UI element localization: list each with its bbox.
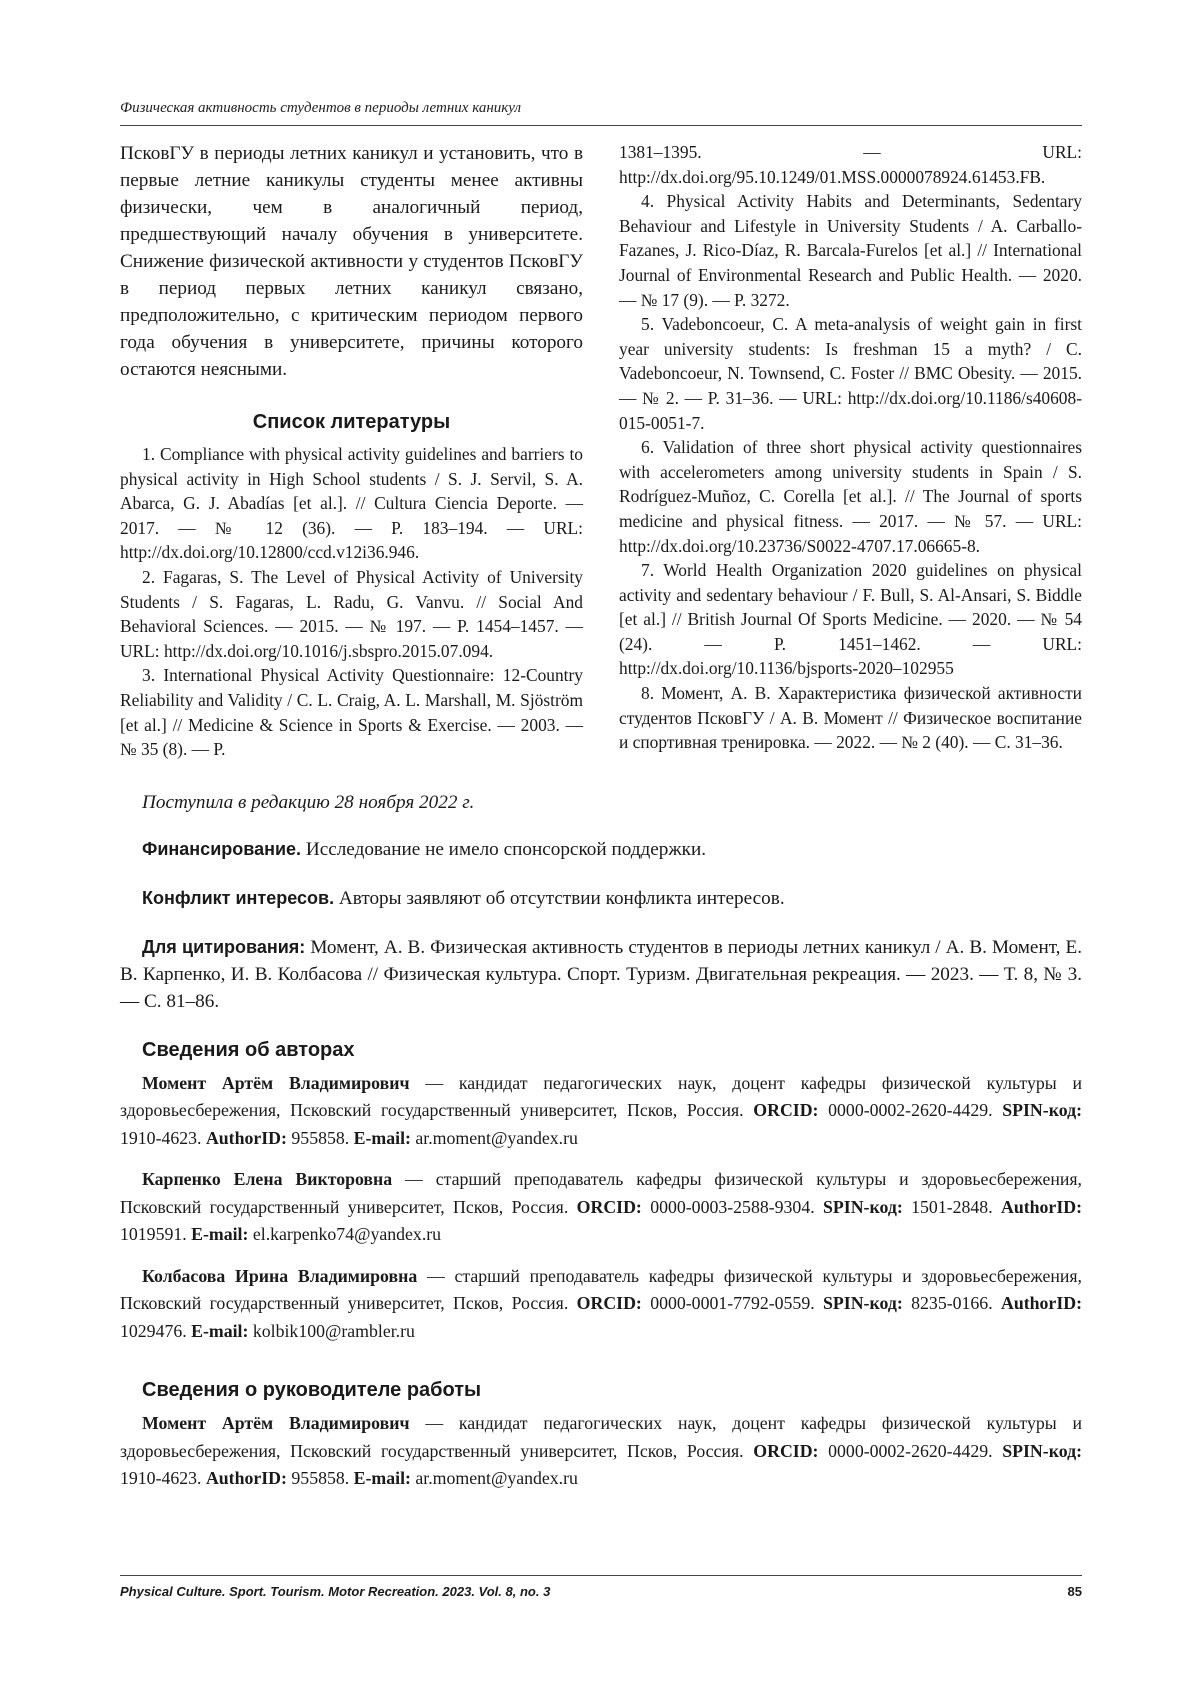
authorid-value: 955858	[291, 1127, 345, 1148]
page-footer	[120, 1575, 1082, 1599]
running-head: Физическая активность студентов в периоды летних каникул	[120, 100, 1082, 126]
email-label: E-mail:	[191, 1320, 249, 1341]
reference-item-4: 4. Physical Activity Habits and Determinants, Sedentary Behaviour and Lifestyle in University Students / A. Carballo-Fazanes, J. Rico-Díaz, R. Barcala-Furelos [et al.] // International Journal of Environmental Research and Public Health. — 2020. — № 17 (9). — P. 3272.	[619, 191, 1082, 310]
authorid-value: 1019591	[120, 1224, 183, 1245]
conflict-text: Авторы заявляют об отсутствии конфликта интересов.	[338, 887, 785, 909]
conflict-label: Конфликт интересов.	[142, 887, 335, 908]
reference-item-8: 8. Момент, А. В. Характеристика физической активности студентов ПсковГУ / А. В. Момент // Физическое воспитание и спортивная тренировка. — 2022. — № 2 (40). — С. 31–36.	[619, 683, 1082, 753]
reference-item-5: 5. Vadeboncoeur, C. A meta-analysis of weight gain in first year university students: Is freshman 15 a myth? / C. Vadeboncoeur, N. Townsend, C. Foster // BMC Obesity. — 2015. — № 2. — P. 31–36. — URL: http://dx.doi.org/10.1186/s40608-015-0051-7.	[619, 314, 1082, 433]
email-label: E-mail:	[353, 1127, 411, 1148]
received-date: Поступила в редакцию 28 ноября 2022 г.	[142, 791, 475, 813]
author-entry: Колбасова Ирина Владимировна — старший преподаватель кафедры физической культуры и здоровьесбережения, Псковский государственный университет, Псков, Россия. ORCID: 0000-0001-7792-0559. SPIN-код: 8235-0166. AuthorID: 1029476. E-mail: kolbik100@rambler.ru	[120, 1265, 1083, 1341]
orcid-label: ORCID:	[576, 1293, 642, 1314]
spin-label: SPIN-код:	[1002, 1440, 1083, 1461]
author-desc: — кандидат педагогических наук, доцент кафедры физической культуры и здоровьесбережения, Псковский государственный университет, Псков, Россия.	[120, 1072, 1082, 1121]
author-entry: Карпенко Елена Викторовна — старший преподаватель кафедры физической культуры и здоровьесбережения, Псковский государственный университет, Псков, Россия. ORCID: 0000-0003-2588-9304. SPIN-код: 1501-2848. AuthorID: 1019591. E-mail: el.karpenko74@yandex.ru	[120, 1169, 1083, 1245]
authorid-label: AuthorID:	[205, 1127, 287, 1148]
author-desc: — старший преподаватель кафедры физической культуры и здоровьесбережения, Псковский государственный университет, Псков, Россия.	[120, 1169, 1082, 1217]
page	[120, 100, 1082, 1507]
intro-paragraph: ПсковГУ в периоды летних каникул и установить, что в первые летние каникулы студенты менее активны физически, чем в аналогичный период, предшествующий началу обучения в университете. Снижение физической активности у студентов ПсковГУ в период первых летних каникул связано, предположительно, с критическим периодом первого года обучения в университете, причины которого остаются неясными.	[120, 143, 583, 380]
orcid-label: ORCID:	[753, 1100, 819, 1121]
spin-label: SPIN-код:	[1002, 1100, 1083, 1121]
email-value: el.karpenko74@yandex.ru	[252, 1224, 442, 1245]
spin-value: 1910-4623	[120, 1127, 198, 1148]
journal-citation: Physical Culture. Sport. Tourism. Motor Recreation. 2023. Vol. 8, no. 3	[120, 1584, 551, 1599]
orcid-label: ORCID:	[576, 1196, 642, 1217]
funding-text: Исследование не имело спонсорской поддержки.	[305, 838, 707, 860]
email-value: ar.moment@yandex.ru	[415, 1127, 578, 1148]
orcid-label: ORCID:	[753, 1440, 819, 1461]
left-column	[120, 140, 583, 762]
supervisor-entry: Момент Артём Владимирович — кандидат педагогических наук, доцент кафедры физической культуры и здоровьесбережения, Псковский государственный университет, Псков, Россия. ORCID: 0000-0002-2620-4429. SPIN-код: 1910-4623. AuthorID: 955858. E-mail: ar.moment@yandex.ru	[120, 1413, 1083, 1489]
references-title: Список литературы	[252, 411, 451, 433]
author-desc: — старший преподаватель кафедры физической культуры и здоровьесбережения, Псковский государственный университет, Псков, Россия.	[120, 1265, 1082, 1314]
funding-label: Финансирование.	[142, 838, 302, 859]
orcid-value: 0000-0001-7792-0559	[650, 1293, 811, 1314]
spin-value: 1501-2848	[911, 1196, 989, 1217]
author-name: Момент Артём Владимирович	[142, 1072, 410, 1093]
email-label: E-mail:	[191, 1224, 249, 1245]
orcid-value: 0000-0003-2588-9304	[650, 1196, 811, 1217]
page-number: 85	[1067, 1584, 1082, 1599]
references-list-left	[120, 442, 583, 762]
supervisor-title: Сведения о руководителе работы	[142, 1379, 482, 1402]
reference-item-6: 6. Validation of three short physical activity questionnaires with accelerometers among university students in Spain / S. Rodríguez-Muñoz, C. Corella [et al.]. // The Journal of sports medicine and physical fitness. — 2017. — № 57. — URL: http://dx.doi.org/10.23736/S0022-4707.17.06665-8.	[619, 437, 1082, 556]
spin-value: 1910-4623	[120, 1468, 198, 1489]
spin-label: SPIN-код:	[823, 1196, 903, 1217]
email-label: E-mail:	[353, 1468, 411, 1489]
authorid-value: 955858	[291, 1468, 345, 1489]
citation-statement	[120, 934, 1082, 1015]
reference-item-7: 7. World Health Organization 2020 guidelines on physical activity and sedentary behaviour / F. Bull, S. Al-Ansari, S. Biddle [et al.] // British Journal Of Sports Medicine. — 2020. — № 54 (24). — P. 1451–1462. — URL: http://dx.doi.org/10.1136/bjsports-2020–102955	[619, 560, 1082, 679]
citation-label: Для цитирования:	[142, 936, 306, 957]
authors-title: Сведения об авторах	[142, 1038, 355, 1061]
reference-item-2: 2. Fagaras, S. The Level of Physical Activity of University Students / S. Fagaras, L. Radu, G. Vanvu. // Social And Behavioral Sciences. — 2015. — № 197. — P. 1454–1457. — URL: http://dx.doi.org/10.1016/j.sbspro.2015.07.094.	[120, 566, 583, 661]
orcid-value: 0000-0002-2620-4429	[828, 1100, 989, 1121]
author-entry: Момент Артём Владимирович — кандидат педагогических наук, доцент кафедры физической культуры и здоровьесбережения, Псковский государственный университет, Псков, Россия. ORCID: 0000-0002-2620-4429. SPIN-код: 1910-4623. AuthorID: 955858. E-mail: ar.moment@yandex.ru	[120, 1072, 1083, 1148]
authorid-label: AuthorID:	[1001, 1196, 1083, 1217]
spin-value: 8235-0166	[911, 1293, 989, 1314]
authorid-value: 1029476	[120, 1320, 183, 1341]
citation-text: Момент, А. В. Физическая активность студентов в периоды летних каникул / А. В. Момент, Е. В. Карпенко, И. В. Колбасова // Физическая культура. Спорт. Туризм. Двигательная рекреация. — 2023. — Т. 8, № 3. — С. 81–86.	[120, 936, 1083, 1012]
authorid-label: AuthorID:	[1001, 1293, 1083, 1314]
authorid-label: AuthorID:	[205, 1468, 287, 1489]
spin-label: SPIN-код:	[823, 1293, 903, 1314]
supervisor-name: Момент Артём Владимирович	[142, 1413, 410, 1434]
two-column-body	[120, 140, 1082, 762]
funding-statement	[120, 836, 1082, 863]
conflict-statement	[120, 885, 1082, 912]
reference-item-3-continuation: 1381–1395. — URL: http://dx.doi.org/95.10.1249/01.MSS.0000078924.61453.FB.	[619, 142, 1082, 187]
author-name: Колбасова Ирина Владимировна	[142, 1265, 418, 1286]
reference-item-1: 1. Compliance with physical activity guidelines and barriers to physical activity in High School students / S. J. Servil, S. A. Abarca, G. J. Abadías [et al.]. // Cultura Ciencia Deporte. — 2017. — № 12 (36). — P. 183–194. — URL: http://dx.doi.org/10.12800/ccd.v12i36.946.	[120, 444, 583, 563]
orcid-value: 0000-0002-2620-4429	[828, 1440, 989, 1461]
right-column	[619, 140, 1082, 762]
author-name: Карпенко Елена Викторовна	[142, 1169, 393, 1190]
email-value: ar.moment@yandex.ru	[415, 1468, 578, 1489]
references-list-right	[619, 140, 1082, 755]
email-value: kolbik100@rambler.ru	[252, 1320, 415, 1341]
reference-item-3: 3. International Physical Activity Questionnaire: 12-Country Reliability and Validity / C. L. Craig, A. L. Marshall, M. Sjöström [et al.] // Medicine & Science in Sports & Exercise. — 2003. — № 35 (8). — P.	[120, 665, 583, 760]
supervisor-desc: — кандидат педагогических наук, доцент кафедры физической культуры и здоровьесбережения, Псковский государственный университет, Псков, Россия.	[120, 1413, 1082, 1461]
